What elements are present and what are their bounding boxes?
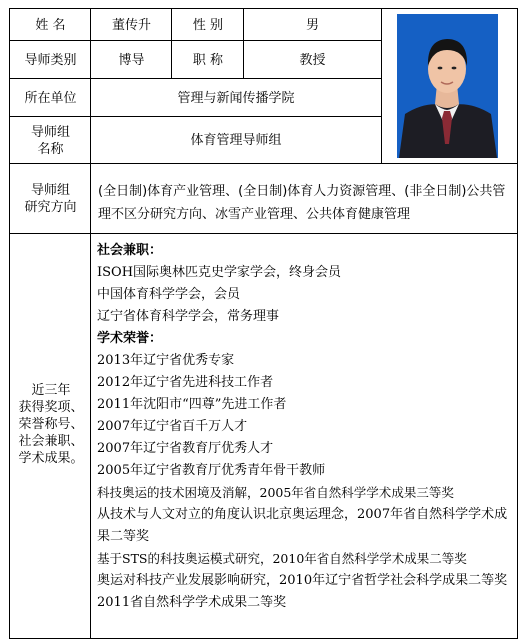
- column-divider: [243, 8, 244, 79]
- honor-item: 从技术与人文对立的角度认识北京奥运理念，2007年省自然科学学术成果二等奖: [97, 507, 508, 544]
- group-value: 体育管理导师组: [190, 133, 282, 148]
- row-divider: [9, 40, 381, 41]
- social-item: 辽宁省体育科学学会，常务理事: [97, 309, 280, 324]
- direction-label: [10, 164, 91, 234]
- social-heading: 社会兼职：: [97, 243, 163, 258]
- group-label-line1: 导师组: [30, 124, 70, 140]
- advisor-type-label: 导师类别: [24, 52, 77, 68]
- column-divider: [171, 8, 172, 79]
- achievements-label-line: 获得奖项、: [18, 400, 84, 415]
- achievements-label-line: 学术成果。: [18, 451, 84, 466]
- honor-item: 2012年辽宁省先进科技工作者: [97, 375, 274, 390]
- table-border-bottom: [9, 638, 518, 639]
- honor-item: 2007年辽宁省教育厅优秀人才: [97, 441, 274, 456]
- honor-item: 2011年沈阳市“四尊”先进工作者: [97, 397, 287, 412]
- row-divider: [9, 116, 381, 117]
- table-border-left: [9, 8, 10, 639]
- row-divider: [9, 233, 518, 234]
- title-label: 职 称: [192, 52, 224, 68]
- gender-label: 性 别: [192, 17, 224, 33]
- row-divider: [9, 78, 381, 79]
- unit-value: 管理与新闻传播学院: [177, 90, 295, 106]
- group-label-line2: 名称: [37, 141, 64, 157]
- column-divider: [381, 8, 382, 164]
- achievements-label-line: 荣誉称号、: [18, 417, 84, 432]
- group-label: [10, 117, 91, 164]
- achievements-label-line: 社会兼职、: [18, 434, 84, 449]
- table-border-top: [9, 8, 518, 9]
- advisor-photo: [397, 14, 498, 158]
- honor-item: 2007年辽宁省百千万人才: [97, 419, 248, 434]
- achievements-label: [10, 382, 92, 467]
- title-value: 教授: [299, 52, 326, 68]
- direction-label-line1: 导师组: [30, 183, 70, 198]
- social-item: 中国体育科学学会，会员: [97, 287, 241, 302]
- honor-heading: 学术荣誉：: [97, 331, 163, 346]
- social-item: ISOH国际奥林匹克史学家学会，终身会员: [97, 265, 342, 280]
- name-value: 董传升: [111, 17, 151, 33]
- honor-item: 2005年辽宁省教育厅优秀青年骨干教师: [97, 463, 326, 478]
- honor-item: 基于STS的科技奥运模式研究，2010年省自然科学学术成果二等奖: [97, 551, 467, 566]
- gender-value: 男: [305, 17, 319, 33]
- achievements-content: [97, 240, 517, 614]
- table-border-right: [517, 8, 518, 639]
- unit-label: 所在单位: [24, 90, 77, 106]
- direction-label-line2: 研究方向: [24, 200, 77, 215]
- honor-item: 奥运对科技产业发展影响研究，2010年辽宁省哲学社会科学成果二等奖 2011省自然科学学术成果二等奖: [97, 573, 508, 610]
- row-divider: [9, 163, 518, 164]
- name-label: 姓 名: [35, 17, 66, 33]
- honor-item: 科技奥运的技术困境及消解，2005年省自然科学学术成果三等奖: [97, 485, 454, 500]
- direction-value: (全日制)体育产业管理、(全日制)体育人力资源管理、(非全日制)公共管理不区分研究方向、冰雪产业管理、公共体育健康管理: [98, 184, 506, 222]
- honor-item: 2013年辽宁省优秀专家: [97, 353, 235, 368]
- achievements-label-line: 近三年: [31, 383, 71, 398]
- column-divider: [90, 8, 91, 639]
- advisor-type-value: 博导: [118, 52, 145, 68]
- portrait-image: [397, 14, 498, 158]
